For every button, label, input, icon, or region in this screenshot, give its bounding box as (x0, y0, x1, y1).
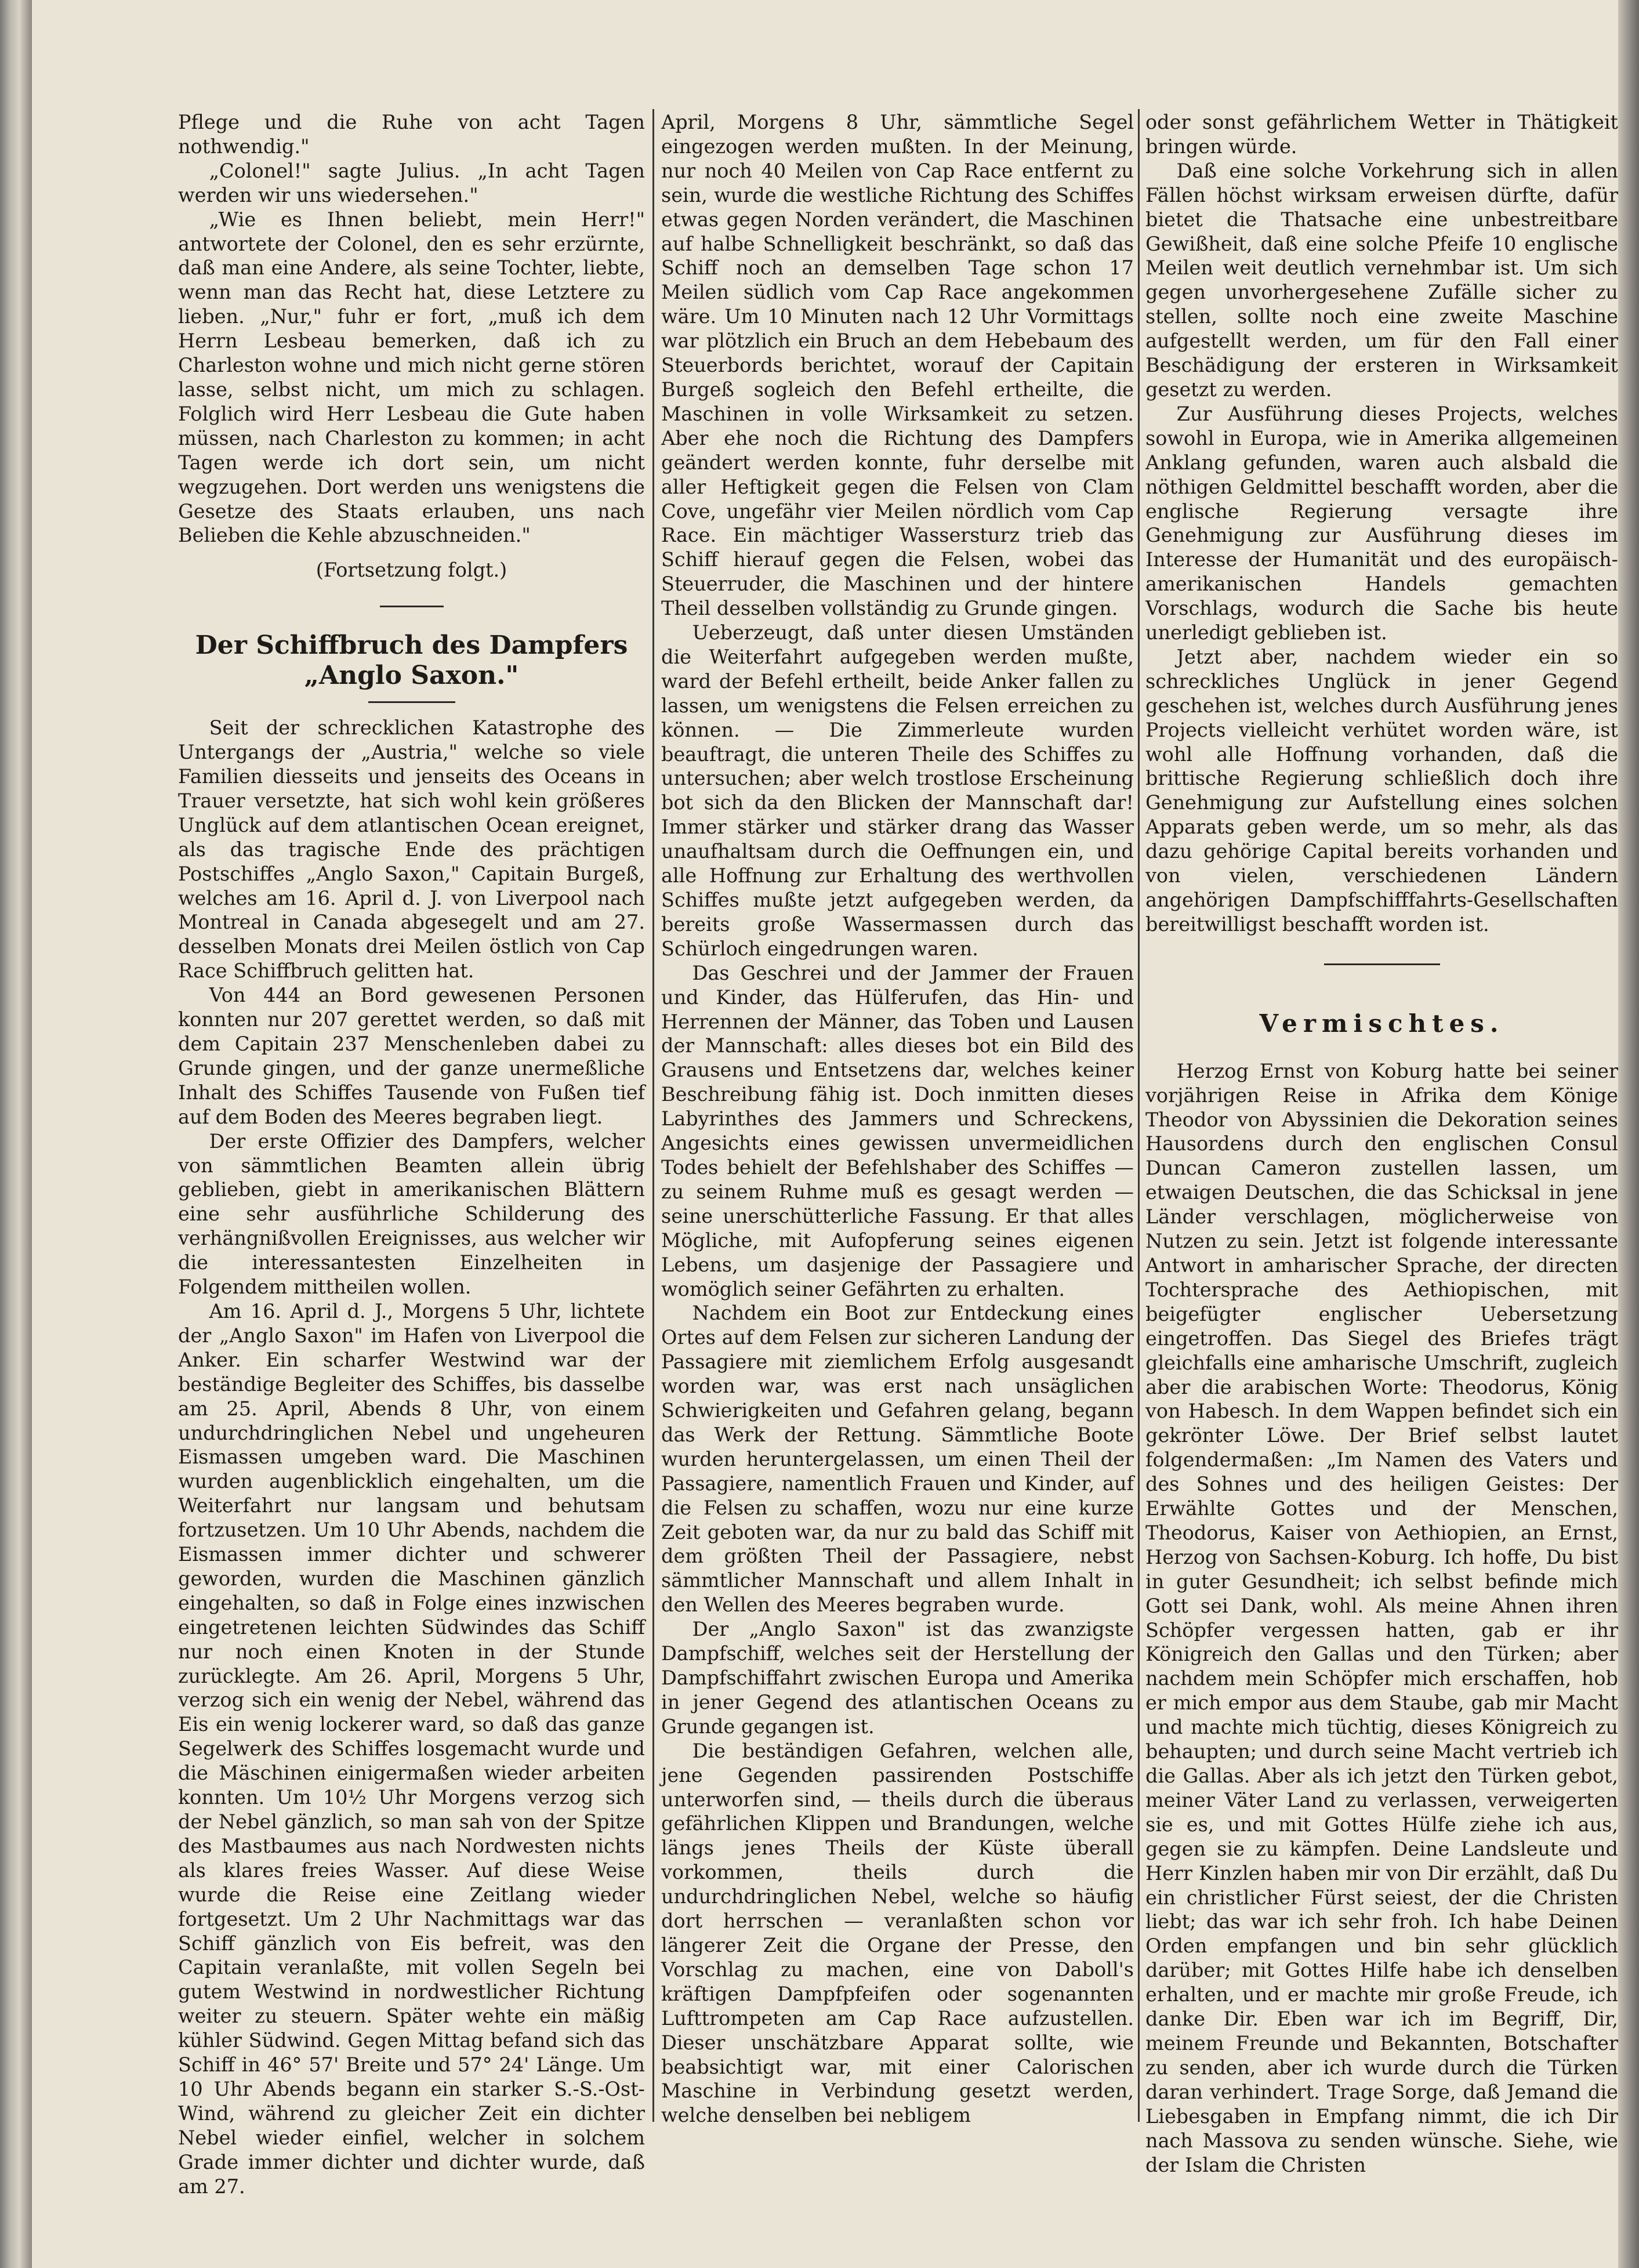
paragraph: Jetzt aber, nachdem wieder ein so schreckliches Unglück in jener Gegend geschehen ist, welches durch Ausführung jenes Projects vielleicht verhütet worden wäre, ist wohl alle Hoffnung vorhanden, daß die brittische Regierung schließlich doch ihre Genehmigung zur Aufstellung eines solchen Apparats geben werde, um so mehr, als das dazu gehörige Capital bereits vorhanden und von vielen, verschiedenen Ländern angehörigen Dampfschifffahrts-Gesellschaften bereitwilligst beschafft worden ist. (1145, 645, 1618, 936)
paragraph: April, Morgens 8 Uhr, sämmtliche Segel eingezogen werden mußten. In der Meinung, nur noch 40 Meilen von Cap Race entfernt zu sein, wurde die westliche Richtung des Schiffes etwas gegen Norden verändert, die Maschinen auf halbe Schnelligkeit beschränkt, so daß das Schiff noch an demselben Tage schon 17 Meilen südlich vom Cap Race angekommen wäre. Um 10 Minuten nach 12 Uhr Vormittags war plötzlich ein Bruch an dem Hebebaum des Steuerbords berichtet, worauf der Capitain Burgeß sogleich den Befehl ertheilte, die Maschinen in volle Wirksamkeit zu setzen. Aber ehe noch die Richtung des Dampfers geändert werden konnte, fuhr derselbe mit aller Heftigkeit gegen die Felsen von Clam Cove, ungefähr vier Meilen nördlich vom Cap Race. Ein mächtiger Wassersturz trieb das Schiff hierauf gegen die Felsen, wobei das Steuerruder, die Maschinen und der hintere Theil desselben vollständig zu Grunde gingen. (661, 111, 1134, 620)
continued-note: (Fortsetzung folgt.) (316, 559, 507, 582)
divider (1324, 963, 1440, 965)
column-2 (661, 110, 1134, 2128)
paragraph: Seit der schrecklichen Katastrophe des Untergangs der „Austria," welche so viele Familien diesseits und jenseits des Oceans in Trauer versetzte, hat sich wohl kein größeres Unglück auf dem atlantischen Ocean ereignet, als das tragische Ende des prächtigen Postschiffes „Anglo Saxon," Capitain Burgeß, welches am 16. April d. J. von Liverpool nach Montreal in Canada abgesegelt und am 27. desselben Monats drei Meilen östlich von Cap Race Schiffbruch gelitten hat. (178, 716, 645, 983)
paragraph: Daß eine solche Vorkehrung sich in allen Fällen höchst wirksam erweisen dürfte, dafür bietet die Thatsache eine unbestreitbare Gewißheit, daß eine solche Pfeife 10 englische Meilen weit deutlich vernehmbar ist. Um sich gegen unvorhergesehene Zufälle sicher zu stellen, sollte noch eine zweite Maschine aufgestellt werden, um für den Fall einer Beschädigung der ersteren in Wirksamkeit gesetzt zu werden. (1145, 159, 1618, 401)
section-title: Vermischtes. (1259, 1009, 1504, 1038)
paragraph: oder sonst gefährlichem Wetter in Thätigkeit bringen würde. (1145, 111, 1618, 158)
paragraph: Der „Anglo Saxon" ist das zwanzigste Dampfschiff, welches seit der Herstellung der Dampfschiffahrt zwischen Europa und Amerika in jener Gegend des atlantischen Oceans zu Grunde gegangen ist. (661, 1618, 1134, 1738)
paragraph: Zur Ausführung dieses Projects, welches sowohl in Europa, wie in Amerika allgemeinen Anklang gefunden, waren auch alsbald die nöthigen Geldmittel beschafft worden, aber die englische Regierung versagte ihre Genehmigung zur Ausführung dieses im Interesse der Humanität und des europäisch-amerikanischen Handels gemachten Vorschlags, wodurch die Sache bis heute unerledigt geblieben ist. (1145, 402, 1618, 644)
paragraph: Pflege und die Ruhe von acht Tagen nothwendig." (178, 111, 645, 158)
article-title-line1: Der Schiffbruch des Dampfers (195, 631, 628, 661)
paragraph: „Colonel!" sagte Julius. „In acht Tagen werden wir uns wiedersehen." (178, 159, 645, 206)
paragraph: Herzog Ernst von Koburg hatte bei seiner vorjährigen Reise in Afrika dem Könige Theodor von Abyssinien die Dekoration seines Hausordens durch den englischen Consul Duncan Cameron zustellen lassen, um etwaigen Deutschen, die das Schicksal in jene Länder verschlagen, möglicherweise von Nutzen zu sein. Jetzt ist folgende interessante Antwort in amharischer Sprache, der directen Tochtersprache des Aethiopischen, mit beigefügter englischer Uebersetzung eingetroffen. Das Siegel des Briefes trägt gleichfalls eine amharische Umschrift, zugleich aber die arabischen Worte: Theodorus, König von Habesch. In dem Wappen befindet sich ein gekrönter Löwe. Der Brief selbst lautet folgendermaßen: „Im Namen des Vaters und des Sohnes und des heiligen Geistes: Der Erwählte Gottes und der Menschen, Theodorus, Kaiser von Aethiopien, an Ernst, Herzog von Sachsen-Koburg. Ich hoffe, Du bist in guter Gesundheit; ich selbst befinde mich Gott sei Dank, wohl. Als meine Ahnen ihren Schöpfer vergessen hatten, gab er ihr Königreich den Gallas und den Türken; aber nachdem mein Schöpfer mich erschaffen, hob er mich empor aus dem Staube, gab mir Macht und machte mich tüchtig, dieses Königreich zu behaupten; und durch seine Macht vertrieb ich die Gallas. Aber als ich jetzt den Türken gebot, meiner Väter Land zu verlassen, verweigerten sie es, und mit Gottes Hülfe ziehe ich aus, gegen sie zu kämpfen. Deine Landsleute und Herr Kinzlen haben mir von Dir erzählt, daß Du ein christlicher Fürst seiest, der die Christen liebt; das war ich sehr froh. Ich habe Deinen Orden empfangen und bin sehr glücklich darüber; mit Gottes Hilfe habe ich denselben erhalten, und er machte mir große Freude, ich danke Dir. Eben war ich im Begriff, Dir, meinem Freunde und Bekannten, Botschafter zu senden, aber ich wurde durch die Türken daran verhindert. Trage Sorge, daß Jemand die Liebesgaben in Empfang nimmt, die ich Dir nach Massova zu senden wünsche. Siehe, wie der Islam die Christen (1145, 1059, 1618, 2176)
column-1 (178, 110, 645, 2199)
paragraph: Am 16. April d. J., Morgens 5 Uhr, lichtete der „Anglo Saxon" im Hafen von Liverpool die Anker. Ein scharfer Westwind war der beständige Begleiter des Schiffes, bis dasselbe am 25. April, Abends 8 Uhr, von einem undurchdringlichen Nebel und ungeheuren Eismassen umgeben ward. Die Maschinen wurden augenblicklich eingehalten, um die Weiterfahrt nur langsam und behutsam fortzusetzen. Um 10 Uhr Abends, nachdem die Eismassen immer dichter und schwerer geworden, wurden die Maschinen gänzlich eingehalten, so daß in Folge eines inzwischen eingetretenen leichten Südwindes das Schiff nur noch einen Knoten in der Stunde zurücklegte. Am 26. April, Morgens 5 Uhr, verzog sich ein wenig der Nebel, während das Eis ein wenig lockerer ward, so daß das ganze Segelwerk des Schiffes losgemacht wurde und die Mäschinen einigermaßen wieder arbeiten konnten. Um 10½ Uhr Morgens verzog sich der Nebel gänzlich, so man sah von der Spitze des Mastbaumes aus nach Nordwesten nichts als klares freies Wasser. Auf diese Weise wurde die Reise eine Zeitlang wieder fortgesetzt. Um 2 Uhr Nachmittags war das Schiff gänzlich von Eis befreit, was den Capitain veranlaßte, mit vollen Segeln bei gutem Westwind in nordwestlicher Richtung weiter zu steuern. Später wehte ein mäßig kühler Südwind. Gegen Mittag befand sich das Schiff in 46° 57' Breite und 57° 24' Länge. Um 10 Uhr Abends begann ein starker S.-S.-Ost-Wind, während zu gleicher Zeit ein dichter Nebel wieder einfiel, welcher in solchem Grade immer dichter und dichter wurde, daß am 27. (178, 1299, 645, 2198)
paragraph: Das Geschrei und der Jammer der Frauen und Kinder, das Hülferufen, das Hin- und Herrennen der Männer, das Toben und Lausen der Mannschaft: alles dieses bot ein Bild des Grausens und Entsetzens dar, welches keiner Beschreibung fähig ist. Doch inmitten dieses Labyrinthes des Jammers und Schreckens, Angesichts eines gewissen unvermeidlichen Todes behielt der Befehlshaber des Schiffes — zu seinem Ruhme muß es gesagt werden — seine unerschütterliche Fassung. Er that alles Mögliche, mit Aufopferung seines eigenen Lebens, um dasjenige der Passagiere und womöglich seiner Gefährten zu erhalten. (661, 961, 1134, 1300)
paragraph: Von 444 an Bord gewesenen Personen konnten nur 207 gerettet werden, so daß mit dem Capitain 237 Menschenleben dabei zu Grunde gingen, und der ganze unermeßliche Inhalt des Schiffes Tausende von Fußen tief auf dem Boden des Meeres begraben liegt. (178, 984, 645, 1128)
divider (380, 606, 444, 607)
paragraph: Die beständigen Gefahren, welchen alle, jene Gegenden passirenden Postschiffe unterworfen sind, — theils durch die überaus gefährlichen Klippen und Brandungen, welche längs jenes Theils der Küste überall vorkommen, theils durch die undurchdringlichen Nebel, welche so häufig dort herrschen — veranlaßten schon vor längerer Zeit die Organe der Presse, den Vorschlag zu machen, eine von Daboll's kräftigen Dampfpfeifen oder sogenannten Lufttrompeten am Cap Race aufzustellen. Dieser unschätzbare Apparat sollte, wie beabsichtigt war, mit einer Calorischen Maschine in Verbindung gesetzt werden, welche denselben bei nebligem (661, 1739, 1134, 2127)
paragraph: Ueberzeugt, daß unter diesen Umständen die Weiterfahrt aufgegeben werden mußte, ward der Befehl ertheilt, beide Anker fallen zu lassen, um wenigstens die Felsen erreichen zu können. — Die Zimmerleute wurden beauftragt, die unteren Theile des Schiffes zu untersuchen; aber welch trostlose Erscheinung bot sich da den Blicken der Mannschaft dar! Immer stärker und stärker drang das Wasser unaufhaltsam durch die Oeffnungen ein, und alle Hoffnung zur Erhaltung des werthvollen Schiffes mußte jetzt aufgegeben werden, da bereits große Wassermassen durch das Schürloch eingedrungen waren. (661, 621, 1134, 960)
title-rule (368, 701, 455, 703)
column-3 (1145, 110, 1618, 2177)
paragraph: „Wie es Ihnen beliebt, mein Herr!" antwortete der Colonel, den es sehr erzürnte, daß man eine Andere, als seine Tochter, liebte, wenn man das Recht hat, diese Letztere zu lieben. „Nur," fuhr er fort, „muß ich dem Herrn Lesbeau bemerken, daß ich zu Charleston wohne und mich nicht gerne stören lasse, selbst nicht, um mich zu schlagen. Folglich wird Herr Lesbeau die Gute haben müssen, nach Charleston zu kommen; in acht Tagen werde ich dort sein, um nicht wegzugehen. Dort werden uns wenigstens die Gesetze des Staats erlauben, uns nach Belieben die Kehle abzuschneiden." (178, 208, 645, 547)
article-title-line2: „Anglo Saxon." (304, 661, 519, 691)
page-edge-right (1618, 0, 1639, 2268)
column-rule (1138, 109, 1140, 2122)
paragraph: Der erste Offizier des Dampfers, welcher von sämmtlichen Beamten allein übrig geblieben, giebt in amerikanischen Blättern eine sehr ausführliche Schilderung des verhängnißvollen Ereignisses, aus welcher wir die interessantesten Einzelheiten in Folgendem mittheilen wollen. (178, 1129, 645, 1299)
column-rule (652, 109, 654, 2122)
paragraph: Nachdem ein Boot zur Entdeckung eines Ortes auf dem Felsen zur sicheren Landung der Passagiere mit ziemlichem Erfolg ausgesandt worden war, was erst nach unsäglichen Schwierigkeiten und Gefahren gelang, begann das Werk der Rettung. Sämmtliche Boote wurden heruntergelassen, um einen Theil der Passagiere, namentlich Frauen und Kinder, auf die Felsen zu schaffen, wozu nur eine kurze Zeit geboten war, da nur zu bald das Schiff mit dem größten Theil der Passagiere, nebst sämmtlicher Mannschaft und allem Inhalt in den Wellen des Meeres begraben wurde. (661, 1302, 1134, 1617)
page-edge-left (0, 0, 32, 2268)
